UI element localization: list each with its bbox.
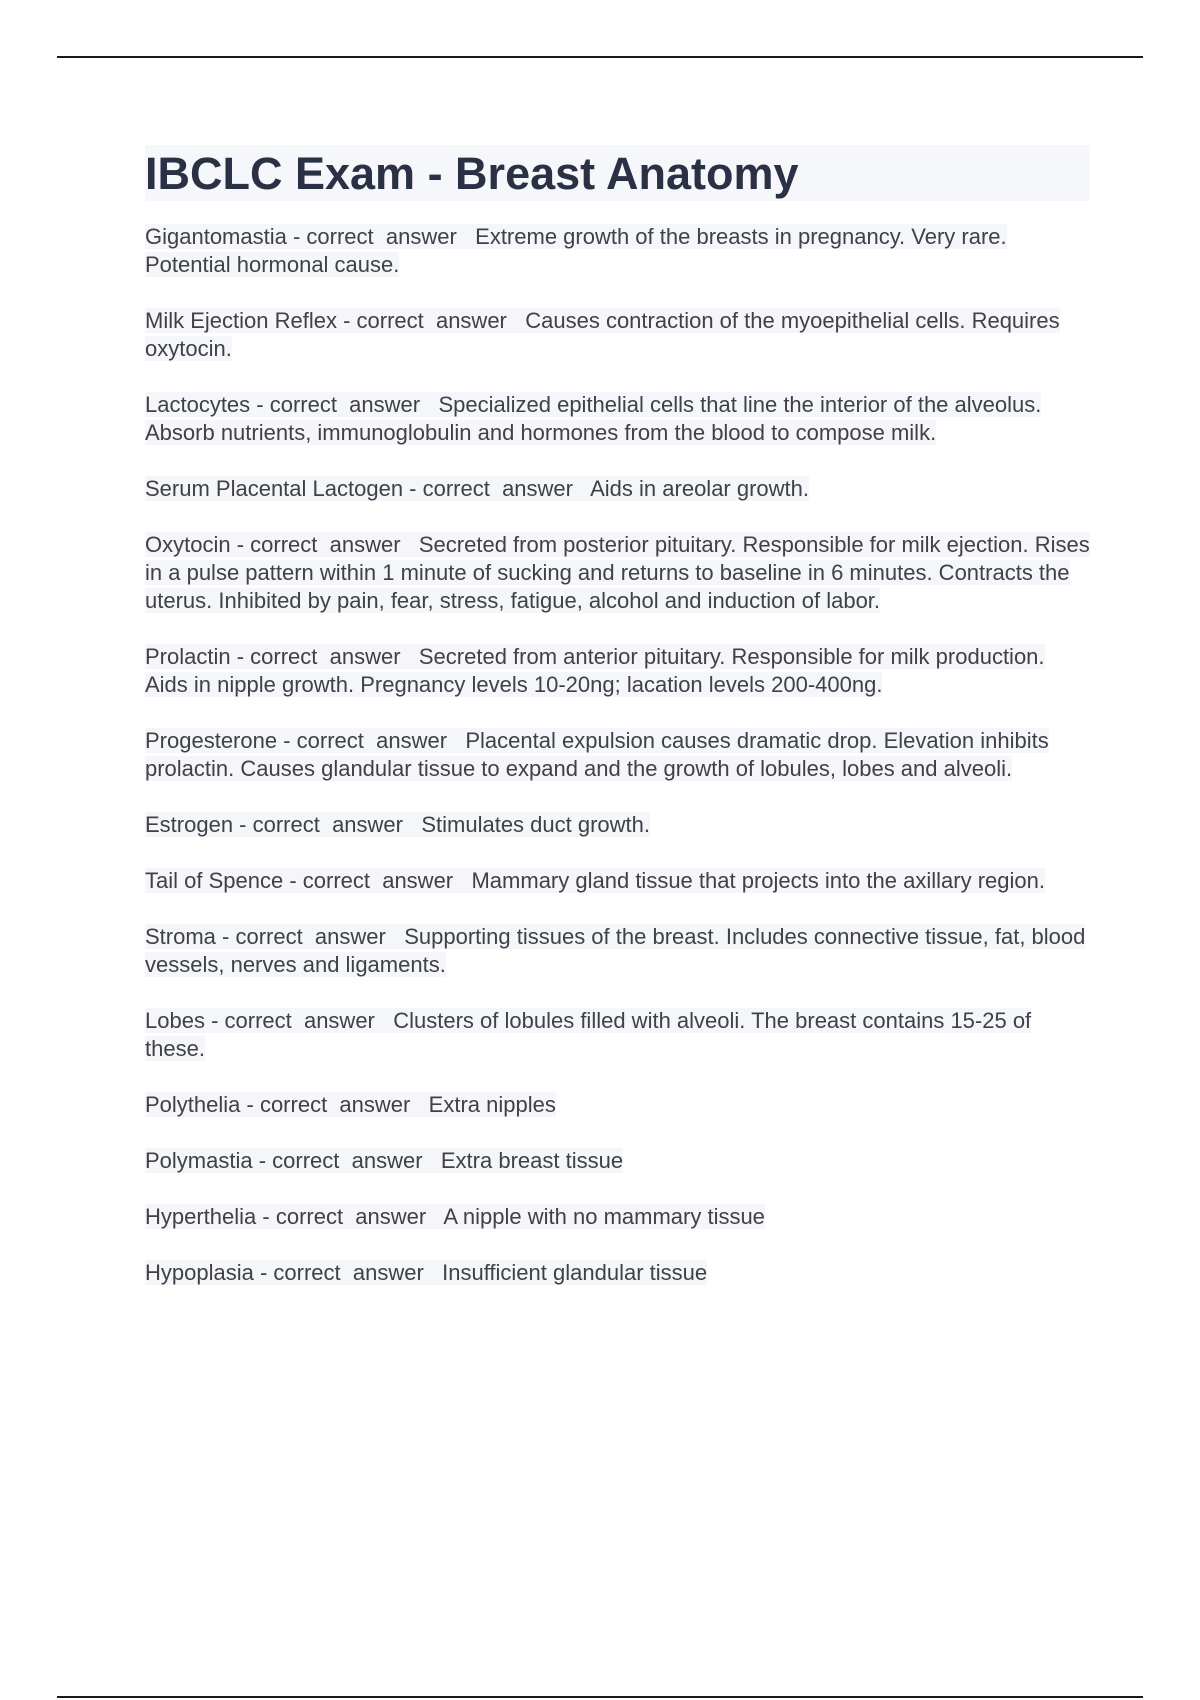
qa-separator: - correct answer — [256, 1204, 444, 1229]
top-rule — [57, 56, 1143, 58]
qa-definition: Extreme growth of the breasts in pregnancy. Very rare. Potential hormonal cause. — [145, 224, 1007, 277]
qa-term: Tail of Spence — [145, 868, 284, 893]
qa-definition: Insufficient glandular tissue — [442, 1260, 708, 1285]
qa-separator: - correct answer — [283, 868, 472, 893]
qa-definition: Extra nipples — [428, 1092, 556, 1117]
qa-term: Serum Placental Lactogen — [145, 476, 404, 501]
qa-term: Polymastia — [145, 1148, 253, 1173]
qa-term: Hyperthelia — [145, 1204, 257, 1229]
qa-term: Progesterone — [145, 728, 278, 753]
qa-definition: Causes contraction of the myoepithelial cells. Requires oxytocin. — [145, 308, 1060, 361]
qa-separator: - correct answer — [286, 224, 476, 249]
bottom-rule — [57, 1696, 1143, 1698]
qa-separator: - correct answer — [215, 924, 405, 949]
qa-item-gigantomastia — [145, 223, 1090, 279]
document-body — [145, 145, 1090, 1315]
qa-item-tail-of-spence — [145, 867, 1090, 895]
qa-definition: Supporting tissues of the breast. Includes connective tissue, fat, blood vessels, nerves and ligaments. — [145, 924, 1086, 977]
qa-definition: A nipple with no mammary tissue — [443, 1204, 765, 1229]
qa-term: Polythelia — [145, 1092, 241, 1117]
qa-definition: Secreted from anterior pituitary. Responsible for milk production. Aids in nipple growth. Pregnancy levels 10-20ng; lacation levels 200-400ng. — [145, 644, 1045, 697]
qa-item-polymastia — [145, 1147, 1090, 1175]
qa-item-prolactin — [145, 643, 1090, 699]
qa-definition: Mammary gland tissue that projects into the axillary region. — [471, 868, 1045, 893]
page-title: IBCLC Exam - Breast Anatomy — [145, 147, 799, 199]
qa-item-oxytocin — [145, 531, 1090, 615]
qa-term: Estrogen — [145, 812, 234, 837]
qa-separator: - correct answer — [403, 476, 591, 501]
qa-definition: Aids in areolar growth. — [590, 476, 810, 501]
qa-term: Oxytocin — [145, 532, 231, 557]
qa-item-stroma — [145, 923, 1090, 979]
qa-term: Prolactin — [145, 644, 231, 669]
qa-term: Lactocytes — [145, 392, 251, 417]
qa-term: Hypoplasia — [145, 1260, 254, 1285]
qa-separator: - correct answer — [230, 644, 419, 669]
qa-item-serum-placental-lactogen — [145, 475, 1090, 503]
qa-item-progesterone — [145, 727, 1090, 783]
qa-separator: - correct answer — [277, 728, 466, 753]
qa-term: Gigantomastia — [145, 224, 287, 249]
qa-definition: Stimulates duct growth. — [421, 812, 651, 837]
qa-definition: Specialized epithelial cells that line the interior of the alveolus. Absorb nutrients, immunoglobulin and hormones from the blood to compose milk. — [145, 392, 1042, 445]
title-banner — [145, 145, 1090, 201]
qa-item-polythelia — [145, 1091, 1090, 1119]
qa-separator: - correct answer — [336, 308, 526, 333]
qa-definition: Clusters of lobules filled with alveoli. The breast contains 15-25 of these. — [145, 1008, 1032, 1061]
qa-separator: - correct answer — [204, 1008, 394, 1033]
qa-term: Stroma — [145, 924, 216, 949]
qa-separator: - correct answer — [230, 532, 419, 557]
qa-item-hypoplasia — [145, 1259, 1090, 1287]
qa-separator: - correct answer — [252, 1148, 441, 1173]
qa-separator: - correct answer — [250, 392, 439, 417]
qa-definition: Secreted from posterior pituitary. Responsible for milk ejection. Rises in a pulse pattern within 1 minute of sucking and returns to baseline in 6 minutes. Contracts the uterus. Inhibited by pain, fear, stress, fatigue, alcohol and induction of labor. — [145, 532, 1090, 613]
qa-item-lactocytes — [145, 391, 1090, 447]
qa-term: Lobes — [145, 1008, 205, 1033]
qa-list — [145, 223, 1090, 1287]
qa-item-lobes — [145, 1007, 1090, 1063]
qa-term: Milk Ejection Reflex — [145, 308, 337, 333]
qa-item-estrogen — [145, 811, 1090, 839]
qa-item-hyperthelia — [145, 1203, 1090, 1231]
qa-definition: Extra breast tissue — [440, 1148, 624, 1173]
qa-separator: - correct answer — [253, 1260, 443, 1285]
qa-separator: - correct answer — [233, 812, 422, 837]
qa-definition: Placental expulsion causes dramatic drop. Elevation inhibits prolactin. Causes glandular tissue to expand and the growth of lobules, lobes and alveoli. — [145, 728, 1049, 781]
qa-item-milk-ejection-reflex — [145, 307, 1090, 363]
qa-separator: - correct answer — [240, 1092, 429, 1117]
